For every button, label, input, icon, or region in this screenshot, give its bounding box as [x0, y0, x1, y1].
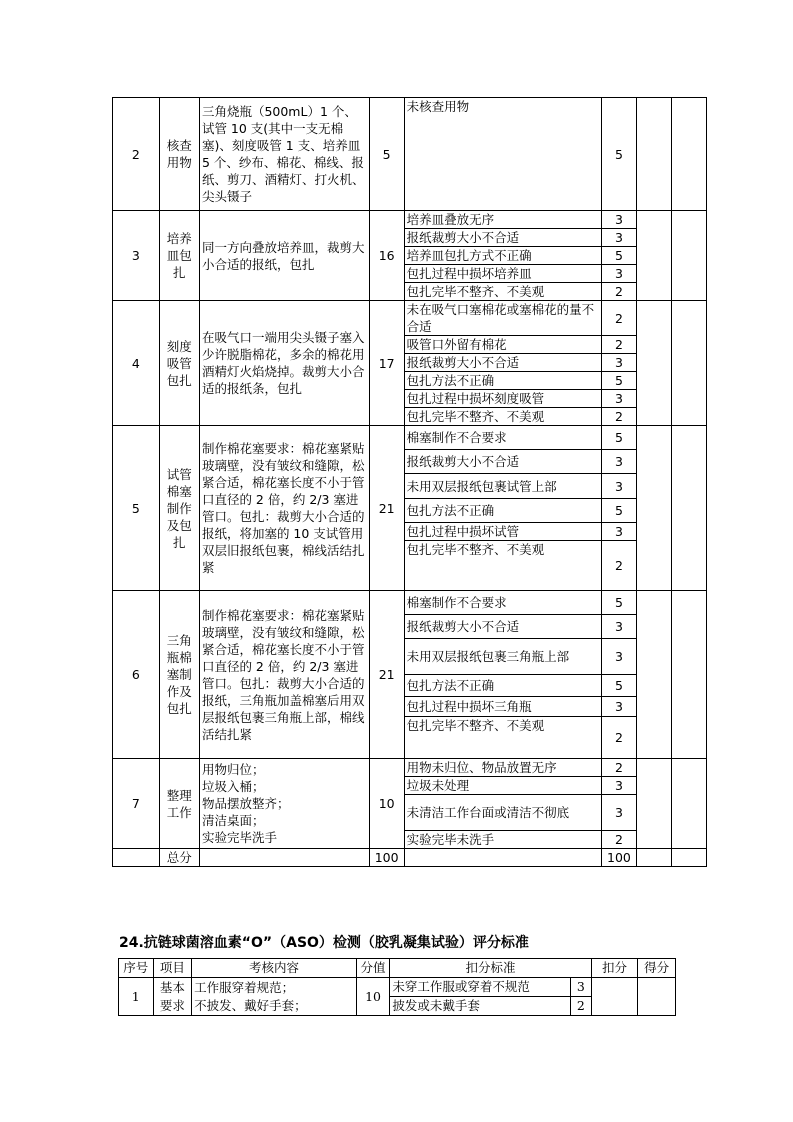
total-label: 总分: [159, 849, 199, 867]
row-item: 基本要求: [153, 978, 192, 1016]
deduction-text: 包扎过程中损坏试管: [404, 523, 601, 541]
deduction-text: 实验完毕未洗手: [404, 831, 601, 849]
deduction-points: 2: [601, 283, 636, 301]
deduction-text: 包扎过程中损坏三角瓶: [404, 697, 601, 717]
deduction-text: 吸管口外留有棉花: [404, 336, 601, 354]
aso-scoring-table: [118, 958, 676, 1016]
row-item: 培养皿包扎: [159, 211, 199, 301]
score-cell: [671, 426, 706, 591]
row-score: 21: [369, 591, 404, 759]
row-content: 三角烧瓶（500mL）1 个、试管 10 支(其中一支无棉塞)、刻度吸管 1 支、培养皿 5 个、纱布、棉花、棉线、报纸、剪刀、酒精灯、打火机、尖头镊子: [199, 98, 369, 211]
empty-cell: [671, 849, 706, 867]
deduction-points: 5: [601, 499, 636, 523]
deduction-text: 培养皿叠放无序: [404, 211, 601, 229]
row-score: 5: [369, 98, 404, 211]
deduction-points: 2: [601, 408, 636, 426]
deduction-points: 3: [601, 211, 636, 229]
deduct-cell: [591, 978, 638, 1016]
deduction-text: 未用双层报纸包裹试管上部: [404, 474, 601, 499]
deduction-text: 包扎完毕不整齐、不美观: [404, 717, 601, 759]
deduction-text: 未用双层报纸包裹三角瓶上部: [404, 639, 601, 675]
deduction-text: 未在吸气口塞棉花或塞棉花的量不合适: [404, 301, 601, 336]
row-number: 1: [119, 978, 154, 1016]
deduction-points: 3: [601, 697, 636, 717]
empty-cell: [404, 849, 601, 867]
deduction-text: 用物未归位、物品放置无序: [404, 759, 601, 777]
deduction-points: 2: [601, 717, 636, 759]
deduction-points: 3: [601, 450, 636, 474]
table-row: [113, 591, 707, 615]
row-score: 16: [369, 211, 404, 301]
empty-cell: [199, 849, 369, 867]
row-number: 5: [113, 426, 160, 591]
deduction-text: 报纸裁剪大小不合适: [404, 354, 601, 372]
row-score: 17: [369, 301, 404, 426]
row-content: 同一方向叠放培养皿，裁剪大小合适的报纸，包扎: [199, 211, 369, 301]
score-cell: [671, 591, 706, 759]
deduct-cell: [636, 301, 671, 426]
empty-cell: [636, 849, 671, 867]
table-row: [119, 978, 676, 997]
row-number: 3: [113, 211, 160, 301]
row-item: 三角瓶棉塞制作及包扎: [159, 591, 199, 759]
deduction-text: 披发或未戴手套: [390, 997, 571, 1016]
deduction-points: 3: [601, 615, 636, 639]
header-criteria: 扣分标准: [390, 959, 591, 978]
deduct-cell: [636, 98, 671, 211]
header-no: 序号: [119, 959, 154, 978]
deduction-points: 5: [601, 372, 636, 390]
header-result: 得分: [638, 959, 676, 978]
deduction-text: 未清洁工作台面或清洁不彻底: [404, 795, 601, 831]
header-item: 项目: [153, 959, 192, 978]
header-row: [119, 959, 676, 978]
deduction-text: 报纸裁剪大小不合适: [404, 450, 601, 474]
header-content: 考核内容: [192, 959, 357, 978]
row-content: 在吸气口一端用尖头镊子塞入少许脱脂棉花，多余的棉花用酒精灯火焰烧掉。裁剪大小合适的报纸条，包扎: [199, 301, 369, 426]
row-item: 整理工作: [159, 759, 199, 849]
deduction-points: 3: [601, 354, 636, 372]
deduction-points: 5: [601, 675, 636, 697]
deduction-points: 2: [601, 301, 636, 336]
row-score: 21: [369, 426, 404, 591]
score-cell: [671, 211, 706, 301]
deduction-text: 包扎完毕不整齐、不美观: [404, 408, 601, 426]
deduction-text: 包扎完毕不整齐、不美观: [404, 541, 601, 591]
deduction-text: 未穿工作服或穿着不规范: [390, 978, 571, 997]
empty-cell: [113, 849, 160, 867]
row-item: 刻度吸管包扎: [159, 301, 199, 426]
deduction-text: 包扎完毕不整齐、不美观: [404, 283, 601, 301]
deduction-points: 5: [601, 591, 636, 615]
deduction-points: 3: [571, 978, 591, 997]
total-score: 100: [369, 849, 404, 867]
table-row: [113, 301, 707, 336]
table-row: [113, 98, 707, 211]
score-cell: [671, 98, 706, 211]
deduction-text: 培养皿包扎方式不正确: [404, 247, 601, 265]
total-row: [113, 849, 707, 867]
row-item: 试管棉塞制作及包扎: [159, 426, 199, 591]
deduction-points: 5: [601, 247, 636, 265]
table-row: [113, 426, 707, 450]
deduction-text: 包扎方法不正确: [404, 675, 601, 697]
deduction-points: 3: [601, 523, 636, 541]
deduction-points: 5: [601, 98, 636, 211]
row-content: 制作棉花塞要求：棉花塞紧贴玻璃壁，没有皱纹和缝隙，松紧合适，棉花塞长度不小于管口直径的 2 倍，约 2/3 塞进管口。包扎：裁剪大小合适的报纸，将加塞的 10 支试管用双层旧报纸包裹，棉线活结扎紧: [199, 426, 369, 591]
header-deduct: 扣分: [591, 959, 638, 978]
deduction-text: 包扎方法不正确: [404, 499, 601, 523]
scoring-table-continued: [112, 97, 707, 867]
deduction-text: 包扎方法不正确: [404, 372, 601, 390]
table-row: [113, 759, 707, 777]
deduction-text: 棉塞制作不合要求: [404, 426, 601, 450]
deduction-text: 垃圾未处理: [404, 777, 601, 795]
table-row: [113, 211, 707, 229]
section-title: 24.抗链球菌溶血素“O”（ASO）检测（胶乳凝集试验）评分标准: [119, 935, 529, 951]
deduction-points: 5: [601, 426, 636, 450]
deduction-points: 2: [601, 831, 636, 849]
deduction-points: 3: [601, 777, 636, 795]
deduction-text: 包扎过程中损坏刻度吸管: [404, 390, 601, 408]
row-content: 用物归位； 垃圾入桶； 物品摆放整齐； 清洁桌面； 实验完毕洗手: [199, 759, 369, 849]
score-cell: [638, 978, 676, 1016]
deduct-cell: [636, 211, 671, 301]
row-number: 7: [113, 759, 160, 849]
deduction-points: 2: [571, 997, 591, 1016]
deduction-points: 3: [601, 229, 636, 247]
score-cell: [671, 301, 706, 426]
deduction-points: 3: [601, 265, 636, 283]
deduct-cell: [636, 426, 671, 591]
deduction-text: 未核查用物: [404, 98, 601, 211]
row-score: 10: [369, 759, 404, 849]
deduct-cell: [636, 759, 671, 849]
row-number: 4: [113, 301, 160, 426]
deduction-text: 报纸裁剪大小不合适: [404, 615, 601, 639]
row-score: 10: [356, 978, 390, 1016]
row-number: 6: [113, 591, 160, 759]
score-cell: [671, 759, 706, 849]
deduction-text: 报纸裁剪大小不合适: [404, 229, 601, 247]
row-item: 核查用物: [159, 98, 199, 211]
deduction-points: 3: [601, 474, 636, 499]
deduction-text: 棉塞制作不合要求: [404, 591, 601, 615]
deduction-points: 3: [601, 390, 636, 408]
deduction-points: 2: [601, 336, 636, 354]
row-content: 制作棉花塞要求：棉花塞紧贴玻璃壁，没有皱纹和缝隙，松紧合适，棉花塞长度不小于管口直径的 2 倍，约 2/3 塞进管口。包扎：裁剪大小合适的报纸，三角瓶加盖棉塞后用双层报纸包裹三角瓶上部，棉线活结扎紧: [199, 591, 369, 759]
header-score: 分值: [356, 959, 390, 978]
row-content: 工作服穿着规范； 不披发、戴好手套；: [192, 978, 357, 1016]
total-points: 100: [601, 849, 636, 867]
row-number: 2: [113, 98, 160, 211]
deduct-cell: [636, 591, 671, 759]
deduction-points: 3: [601, 795, 636, 831]
deduction-text: 包扎过程中损坏培养皿: [404, 265, 601, 283]
deduction-points: 2: [601, 541, 636, 591]
deduction-points: 2: [601, 759, 636, 777]
deduction-points: 3: [601, 639, 636, 675]
